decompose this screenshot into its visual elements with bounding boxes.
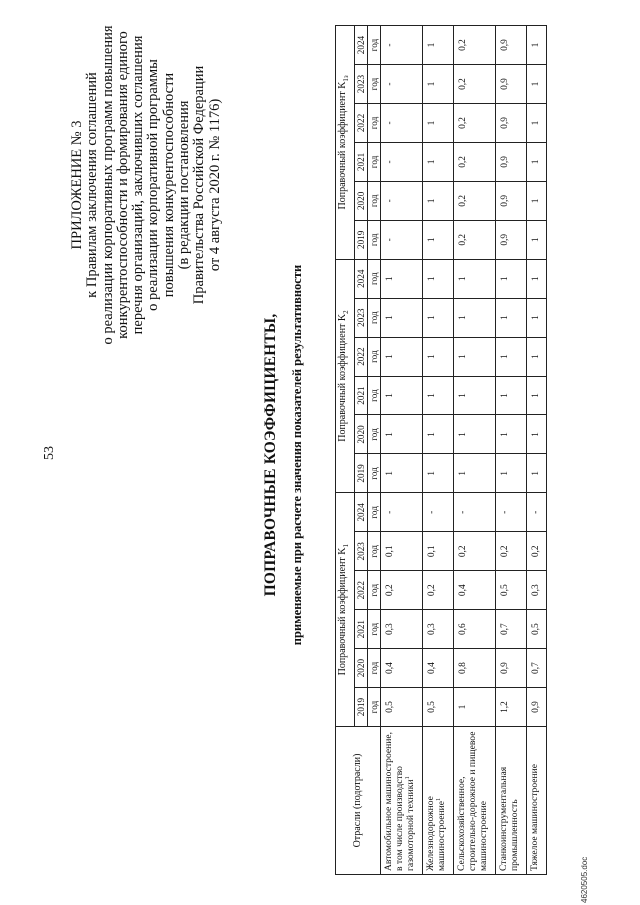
- coefficient-value: -: [453, 493, 495, 532]
- coefficient-value: 1: [422, 454, 453, 493]
- coefficient-value: 1: [380, 259, 422, 298]
- coefficient-value: 0,2: [453, 104, 495, 143]
- coefficient-value: 0,9: [495, 65, 526, 104]
- sector-name: Станкоинструментальная промышленность: [495, 727, 526, 875]
- coefficient-value: 0,3: [526, 571, 546, 610]
- year-header: 2019 год: [354, 688, 380, 727]
- coefficient-value: 0,6: [453, 610, 495, 649]
- year-header: 2019 год: [354, 454, 380, 493]
- annex-line: конкурентоспособности и формирования единого: [114, 31, 131, 339]
- coefficient-value: 0,9: [526, 688, 546, 727]
- coefficient-value: 0,5: [495, 571, 526, 610]
- coefficient-group-header: Поправочный коэффициент $K_2$: [336, 259, 355, 493]
- coefficient-value: 1: [526, 26, 546, 65]
- coefficient-value: 0,2: [495, 532, 526, 571]
- coefficient-value: 1: [495, 298, 526, 337]
- year-header: 2022 год: [354, 571, 380, 610]
- year-header: 2019 год: [354, 220, 380, 259]
- annex-line: повышения конкурентоспособности: [160, 72, 177, 298]
- annex-line: о реализации корпоративной программы: [145, 59, 162, 311]
- annex-header: [70, 20, 223, 350]
- year-header: 2021 год: [354, 610, 380, 649]
- coefficient-value: 1: [422, 376, 453, 415]
- coefficient-value: 1: [453, 337, 495, 376]
- coefficient-value: 1: [526, 104, 546, 143]
- coefficient-value: 1: [422, 65, 453, 104]
- year-header: 2022 год: [354, 337, 380, 376]
- coefficient-value: 1: [495, 337, 526, 376]
- sector-name: Сельскохозяйственное, строительно-дорожное и пищевое машиностроение: [453, 727, 495, 875]
- coefficient-value: 0,1: [422, 532, 453, 571]
- coefficient-value: 1: [422, 26, 453, 65]
- coefficient-value: 1: [526, 376, 546, 415]
- coefficient-value: 1: [453, 376, 495, 415]
- coefficient-value: 0,2: [453, 532, 495, 571]
- year-header: 2021 год: [354, 376, 380, 415]
- coefficient-value: 0,2: [422, 571, 453, 610]
- coefficient-value: 1: [526, 142, 546, 181]
- coefficient-value: 0,2: [526, 532, 546, 571]
- coefficient-value: -: [380, 65, 422, 104]
- coefficient-value: 0,7: [495, 610, 526, 649]
- coefficient-value: 0,9: [495, 649, 526, 688]
- year-header: 2023 год: [354, 65, 380, 104]
- annex-line: Правительства Российской Федерации: [191, 65, 208, 305]
- coefficient-value: 1: [422, 259, 453, 298]
- coefficient-value: -: [422, 493, 453, 532]
- coefficient-value: -: [380, 142, 422, 181]
- annex-line: от 4 августа 2020 г. № 1176): [206, 98, 223, 272]
- annex-line: к Правилам заключения соглашений: [84, 72, 101, 298]
- year-header: 2020 год: [354, 181, 380, 220]
- year-header: 2024 год: [354, 26, 380, 65]
- year-header: 2023 год: [354, 532, 380, 571]
- coefficient-value: 1: [526, 220, 546, 259]
- coefficient-value: 0,1: [380, 532, 422, 571]
- coefficients-table: [335, 25, 547, 875]
- annex-line: ПРИЛОЖЕНИЕ № 3: [69, 120, 85, 250]
- coefficient-group-header: Поправочный коэффициент $K_{1з}$: [336, 26, 355, 260]
- coefficient-value: 1: [453, 415, 495, 454]
- coefficient-value: 0,9: [495, 181, 526, 220]
- coefficient-value: 1: [453, 298, 495, 337]
- coefficient-value: 1: [453, 688, 495, 727]
- coefficient-value: 1: [380, 415, 422, 454]
- sector-name: Автомобильное машиностроение, в том числе производство газомоторной техники$^1$: [380, 727, 422, 875]
- coefficient-value: -: [495, 493, 526, 532]
- year-header: 2020 год: [354, 649, 380, 688]
- coefficient-value: 1: [495, 259, 526, 298]
- coefficient-value: 0,2: [380, 571, 422, 610]
- document-subtitle: применяемые при расчете значения показателей результативности: [290, 264, 304, 646]
- coefficient-value: 1: [526, 337, 546, 376]
- coefficient-value: 0,9: [495, 220, 526, 259]
- year-header: 2022 год: [354, 104, 380, 143]
- coefficient-value: 1: [380, 454, 422, 493]
- coefficient-value: 0,2: [453, 142, 495, 181]
- coefficient-value: 1: [453, 454, 495, 493]
- sector-name: Железнодорожное машиностроение$^1$: [422, 727, 453, 875]
- coefficient-value: -: [380, 220, 422, 259]
- coefficient-value: 1: [526, 65, 546, 104]
- coefficient-value: 1: [526, 298, 546, 337]
- coefficient-value: 1: [526, 259, 546, 298]
- coefficient-value: 1: [526, 181, 546, 220]
- coefficient-value: 0,7: [526, 649, 546, 688]
- coefficient-value: 1,2: [495, 688, 526, 727]
- year-header: 2024 год: [354, 259, 380, 298]
- coefficient-value: 1: [422, 181, 453, 220]
- coefficient-value: 0,9: [495, 26, 526, 65]
- coefficient-value: 0,2: [453, 65, 495, 104]
- coefficient-value: 0,5: [380, 688, 422, 727]
- coefficient-value: 1: [422, 142, 453, 181]
- annex-line: перечня организаций, заключивших соглашения: [130, 35, 147, 335]
- coefficient-value: 1: [453, 259, 495, 298]
- table-row: [495, 26, 526, 875]
- coefficient-value: 1: [380, 376, 422, 415]
- coefficient-value: 1: [422, 220, 453, 259]
- coefficient-value: 0,2: [453, 181, 495, 220]
- coefficient-value: 0,4: [380, 649, 422, 688]
- year-header: 2020 год: [354, 415, 380, 454]
- file-name: 4620505.doc: [580, 856, 589, 903]
- coefficient-value: 0,2: [453, 26, 495, 65]
- coefficient-value: 0,5: [422, 688, 453, 727]
- coefficient-value: 0,4: [422, 649, 453, 688]
- coefficient-value: 0,4: [453, 571, 495, 610]
- annex-line: (в редакции постановления: [176, 100, 193, 270]
- coefficient-value: -: [526, 493, 546, 532]
- year-header: 2021 год: [354, 142, 380, 181]
- coefficient-value: 1: [422, 337, 453, 376]
- coefficient-value: 1: [495, 454, 526, 493]
- page-number: 53: [42, 446, 57, 460]
- coefficient-group-header: Поправочный коэффициент $K_1$: [336, 493, 355, 727]
- coefficient-value: 1: [380, 337, 422, 376]
- coefficient-value: 1: [526, 415, 546, 454]
- table-row: [453, 26, 495, 875]
- table-row: [526, 26, 546, 875]
- coefficient-value: 0,9: [495, 104, 526, 143]
- sector-name: Тяжелое машиностроение: [526, 727, 546, 875]
- coefficient-value: 1: [380, 298, 422, 337]
- table-row: [422, 26, 453, 875]
- coefficient-value: 0,3: [380, 610, 422, 649]
- coefficient-value: -: [380, 104, 422, 143]
- coefficient-value: 1: [422, 415, 453, 454]
- year-header: 2024 год: [354, 493, 380, 532]
- year-header: 2023 год: [354, 298, 380, 337]
- coefficient-value: 0,3: [422, 610, 453, 649]
- coefficient-value: 1: [495, 376, 526, 415]
- sector-column-header: Отрасли (подотрасли): [336, 727, 381, 875]
- coefficient-value: -: [380, 181, 422, 220]
- coefficient-value: 0,2: [453, 220, 495, 259]
- document-title: ПОПРАВОЧНЫЕ КОЭФФИЦИЕНТЫ,: [262, 313, 279, 597]
- coefficient-value: 1: [422, 104, 453, 143]
- coefficient-value: 0,9: [495, 142, 526, 181]
- coefficient-value: 1: [526, 454, 546, 493]
- coefficient-value: 1: [495, 415, 526, 454]
- coefficient-value: 0,8: [453, 649, 495, 688]
- coefficient-value: -: [380, 493, 422, 532]
- coefficient-value: 0,5: [526, 610, 546, 649]
- table-row: [380, 26, 422, 875]
- coefficient-value: -: [380, 26, 422, 65]
- coefficient-value: 1: [422, 298, 453, 337]
- annex-line: о реализации корпоративных программ повышения: [99, 25, 116, 345]
